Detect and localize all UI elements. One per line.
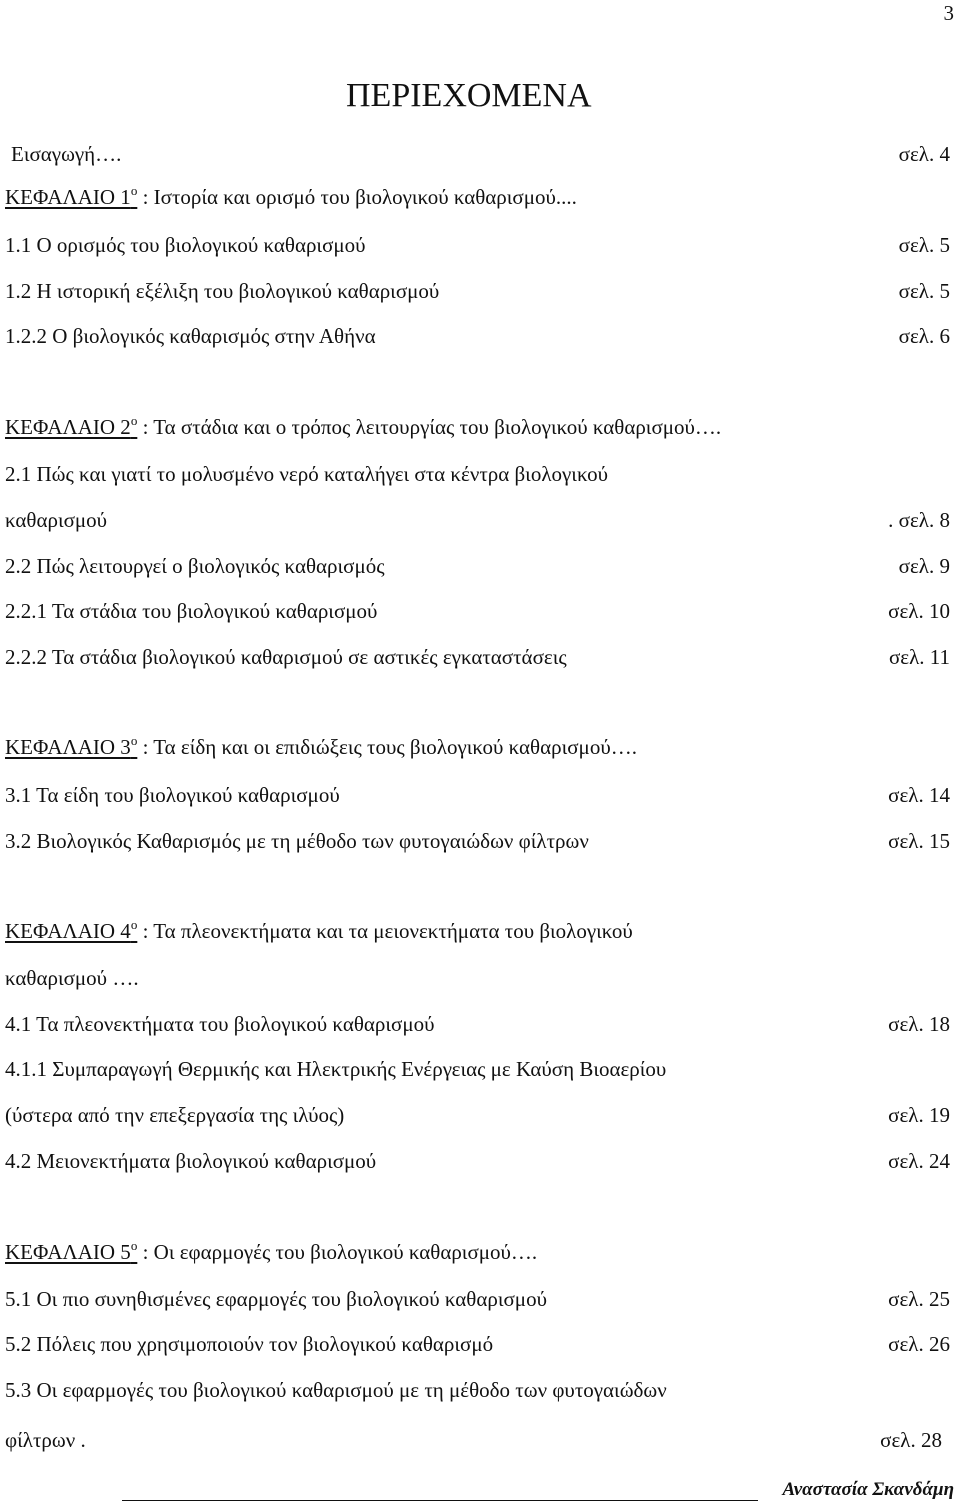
page-number: 3	[943, 1, 954, 25]
toc-entry-1-2-page: σελ. 5	[898, 279, 950, 303]
chapter-3-heading: ΚΕΦΑΛΑΙΟ $3^o$ : Τα είδη και οι επιδιώξεις τους βιολογικού καθαρισμού….	[5, 733, 637, 759]
toc-entry-4-2-page: σελ. 24	[888, 1149, 950, 1173]
toc-entry-2-1-cont: καθαρισμού	[5, 508, 108, 532]
chapter-3-title: ΚΕΦΑΛΑΙΟ $3^o$	[5, 733, 138, 759]
chapter-4-heading-cont: καθαρισμού ….	[5, 966, 139, 990]
toc-entry-2-2-1: 2.2.1 Τα στάδια του βιολογικού καθαρισμού	[5, 599, 378, 623]
chapter-2-heading: ΚΕΦΑΛΑΙΟ $2^o$ : Τα στάδια και ο τρόπος λειτουργίας του βιολογικού καθαρισμού….	[5, 413, 722, 439]
toc-entry-4-1: 4.1 Τα πλεονεκτήματα του βιολογικού καθαρισμού	[5, 1012, 435, 1036]
chapter-5-title: ΚΕΦΑΛΑΙΟ $5^o$	[5, 1238, 138, 1264]
toc-entry-2-2-1-page: σελ. 10	[888, 599, 950, 623]
chapter-5-heading: ΚΕΦΑΛΑΙΟ $5^o$ : Οι εφαρμογές του βιολογικού καθαρισμού….	[5, 1238, 538, 1264]
toc-entry-2-2: 2.2 Πώς λειτουργεί ο βιολογικός καθαρισμός	[5, 554, 385, 578]
toc-intro-page: σελ. 4	[898, 142, 950, 166]
toc-entry-4-2: 4.2 Μειονεκτήματα βιολογικού καθαρισμού	[5, 1149, 377, 1173]
toc-entry-4-1-1-cont: (ύστερα από την επεξεργασία της ιλύος)	[5, 1103, 345, 1127]
toc-entry-5-3-page: σελ. 28	[880, 1428, 942, 1452]
toc-entry-1-2: 1.2 Η ιστορική εξέλιξη του βιολογικού καθαρισμού	[5, 279, 440, 303]
toc-entry-2-2-page: σελ. 9	[898, 554, 950, 578]
toc-entry-1-2-2: 1.2.2 Ο βιολογικός καθαρισμός στην Αθήνα	[5, 324, 376, 348]
chapter-1-title: ΚΕΦΑΛΑΙΟ $1^o$	[5, 183, 138, 209]
page-title: ΠΕΡΙΕΧΟΜΕΝΑ	[346, 77, 592, 114]
chapter-1-heading: ΚΕΦΑΛΑΙΟ $1^o$ : Ιστορία και ορισμό του βιολογικού καθαρισμού....	[5, 183, 577, 209]
toc-entry-5-1-page: σελ. 25	[888, 1287, 950, 1311]
toc-entry-2-2-2-page: σελ. 11	[888, 645, 950, 669]
toc-entry-1-2-2-page: σελ. 6	[898, 324, 950, 348]
toc-entry-2-2-2: 2.2.2 Τα στάδια βιολογικού καθαρισμού σε αστικές εγκαταστάσεις	[5, 645, 567, 669]
toc-entry-3-1-page: σελ. 14	[888, 783, 950, 807]
toc-entry-2-1-page: . σελ. 8	[888, 508, 950, 532]
toc-entry-2-1: 2.1 Πώς και γιατί το μολυσμένο νερό καταλήγει στα κέντρα βιολογικού	[5, 462, 608, 486]
toc-entry-5-3-cont: φίλτρων .	[5, 1428, 86, 1452]
toc-entry-5-1: 5.1 Οι πιο συνηθισμένες εφαρμογές του βιολογικού καθαρισμού	[5, 1287, 547, 1311]
toc-entry-3-1: 3.1 Τα είδη του βιολογικού καθαρισμού	[5, 783, 340, 807]
toc-entry-4-1-page: σελ. 18	[888, 1012, 950, 1036]
toc-entry-3-2: 3.2 Βιολογικός Καθαρισμός με τη μέθοδο των φυτογαιώδων φίλτρων	[5, 829, 589, 853]
chapter-2-title: ΚΕΦΑΛΑΙΟ $2^o$	[5, 413, 138, 439]
footer-author: Αναστασία Σκανδάμη	[782, 1479, 954, 1500]
chapter-4-title: ΚΕΦΑΛΑΙΟ $4^o$	[5, 917, 138, 943]
chapter-4-heading: ΚΕΦΑΛΑΙΟ $4^o$ : Τα πλεονεκτήματα και τα μειονεκτήματα του βιολογικού	[5, 917, 633, 943]
toc-entry-5-2-page: σελ. 26	[888, 1332, 950, 1356]
toc-entry-1-1: 1.1 Ο ορισμός του βιολογικού καθαρισμού	[5, 233, 366, 257]
toc-entry-5-2: 5.2 Πόλεις που χρησιμοποιούν τον βιολογικού καθαρισμό	[5, 1332, 494, 1356]
toc-entry-4-1-1-page: σελ. 19	[888, 1103, 950, 1127]
toc-entry-5-3: 5.3 Οι εφαρμογές του βιολογικού καθαρισμού με τη μέθοδο των φυτογαιώδων	[5, 1378, 667, 1402]
toc-intro-label: Εισαγωγή….	[11, 142, 122, 166]
toc-entry-4-1-1: 4.1.1 Συμπαραγωγή Θερμικής και Ηλεκτρικής Ενέργειας με Καύση Βιοαερίου	[5, 1057, 667, 1081]
toc-entry-3-2-page: σελ. 15	[888, 829, 950, 853]
toc-entry-1-1-page: σελ. 5	[898, 233, 950, 257]
footer-rule	[122, 1500, 758, 1501]
